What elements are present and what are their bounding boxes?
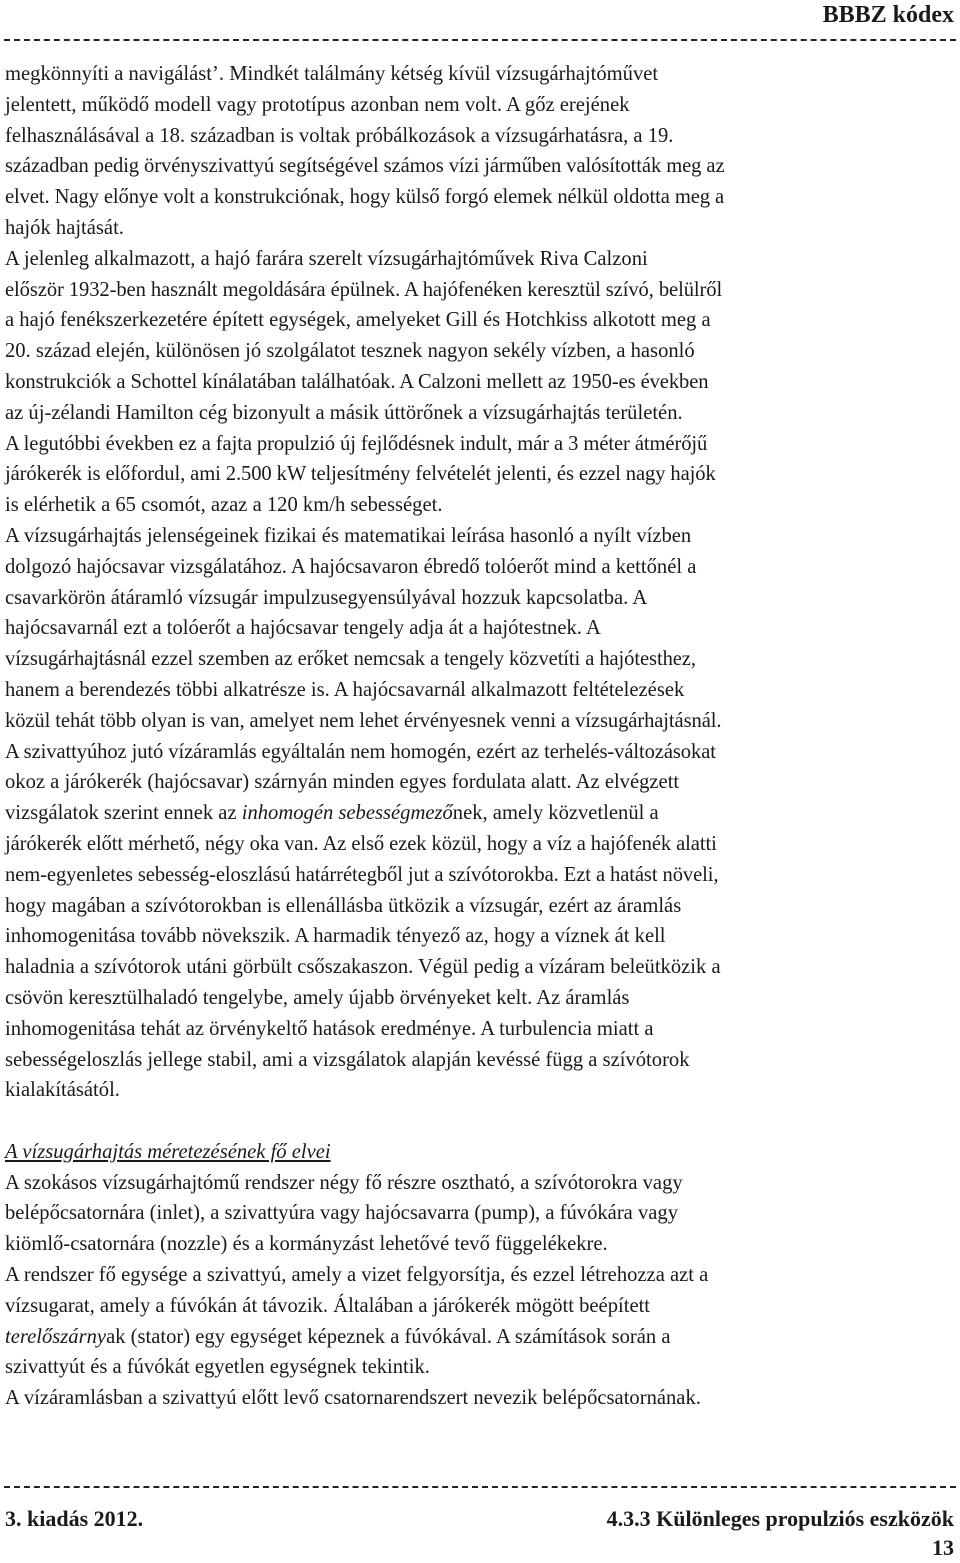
text-line: nem-egyenletes sebesség-eloszlású határrétegből jut a szívótorokba. Ezt a hatást növeli, (5, 863, 719, 886)
text-line: először 1932-ben használt megoldására épülnek. A hajófenéken keresztül szívó, belülről (5, 278, 723, 301)
text-line: haladnia a szívótorok utáni görbült csőszakaszon. Végül pedig a vízáram beleütközik a (5, 956, 721, 979)
text-line: is elérhetik a 65 csomót, azaz a 120 km/h sebességet. (5, 494, 443, 517)
text-line (5, 1322, 955, 1353)
text-line: kiömlő-csatornára (nozzle) és a kormányzást lehetővé tevő függelékekre. (5, 1233, 608, 1256)
text-line: hajócsavarnál ezt a tolóerőt a hajócsavar tengely adja át a hajótestnek. A (5, 617, 601, 640)
text-fragment: nek, amely közvetlenül a (452, 802, 659, 825)
text-line: közül tehát több olyan is van, amelyet nem lehet érvényesnek venni a vízsugárhajtásnál. (5, 709, 722, 732)
text-line: járókerék előtt mérhető, négy oka van. Az első ezek közül, hogy a víz a hajófenék alatti (5, 832, 717, 855)
text-line: A jelenleg alkalmazott, a hajó farára szerelt vízsugárhajtóművek Riva Calzoni (5, 247, 648, 270)
text-line: az új-zélandi Hamilton cég bizonyult a másik úttörőnek a vízsugárhajtás területén. (5, 401, 683, 424)
text-line: a hajó fenékszerkezetére épített egységek, amelyeket Gill és Hotchkiss alkotott meg a (5, 309, 711, 332)
text-line: csövön keresztülhaladó tengelybe, amely újabb örvényeket kelt. Az áramlás (5, 986, 630, 1009)
text-line: vízsugarat, amely a fúvókán át távozik. Általában a járókerék mögött beépített (5, 1294, 651, 1317)
page-number: 13 (932, 1535, 954, 1560)
text-line: A szivattyúhoz jutó vízáramlás egyáltalán nem homogén, ezért az terhelés-változásokat (5, 740, 716, 763)
text-line: járókerék is előfordul, ami 2.500 kW teljesítmény felvételét jelenti, és ezzel nagy hajók (5, 463, 716, 486)
text-line: A vízsugárhajtás jelenségeinek fizikai és matematikai leírása hasonló a nyílt vízben (5, 524, 692, 547)
footer-chapter: 4.3.3 Különleges propulziós eszközök (606, 1506, 954, 1531)
text-fragment: vizsgálatok szerint ennek az (5, 802, 242, 825)
footer-edition: 3. kiadás 2012. (5, 1506, 144, 1531)
text-line: A szokásos vízsugárhajtómű rendszer négy fő részre osztható, a szívótorokra vagy (5, 1171, 683, 1194)
text-line: jelentett, működő modell vagy prototípus azonban nem volt. A gőz erejének (5, 93, 630, 116)
header-title: BBBZ kódex (822, 2, 954, 28)
body-text (5, 59, 955, 1414)
text-line: században pedig örvényszivattyú segítségével számos vízi járműben valósították meg az (5, 155, 725, 178)
text-line: A legutóbbi években ez a fajta propulzió új fejlődésnek indult, már a 3 méter átmérőjű (5, 432, 708, 455)
text-line: hogy magában a szívótorokban is ellenállásba ütközik a vízsugár, ezért az áramlás (5, 894, 682, 917)
italic-term: terelőszárny (5, 1325, 107, 1348)
text-line: konstrukciók a Schottel kínálatában találhatóak. A Calzoni mellett az 1950-es években (5, 370, 709, 393)
text-line: hanem a berendezés többi alkatrésze is. A hajócsavarnál alkalmazott feltételezések (5, 678, 685, 701)
text-line: elvet. Nagy előnye volt a konstrukciónak, hogy külső forgó elemek nélkül oldotta meg a (5, 186, 725, 209)
text-line: sebességeloszlás jellege stabil, ami a vizsgálatok alapján kevéssé függ a szívótorok (5, 1048, 690, 1071)
italic-term: inhomogén sebességmező (241, 802, 453, 825)
text-line: inhomogenitása tovább növekszik. A harmadik tényező az, hogy a víznek át kell (5, 925, 666, 948)
text-line: okoz a járókerék (hajócsavar) szárnyán minden egyes fordulata alatt. Az elvégzett (5, 771, 680, 794)
text-line: hajók hajtását. (5, 216, 124, 239)
text-line: 20. század elején, különösen jó szolgálatot tesznek nagyon sekély vízben, a hasonló (5, 340, 695, 363)
text-line: csavarkörön átáramló vízsugár impulzusegyensúlyával hozzuk kapcsolatba. A (5, 586, 648, 609)
footer-divider (4, 1486, 956, 1488)
text-line: felhasználásával a 18. században is voltak próbálkozások a vízsugárhatásra, a 19. (5, 124, 674, 147)
text-line: A vízáramlásban a szivattyú előtt levő csatornarendszert nevezik belépőcsatornának. (5, 1387, 701, 1410)
text-line: dolgozó hajócsavar vizsgálatához. A hajócsavaron ébredő tolóerőt mind a kettőnél a (5, 555, 697, 578)
text-fragment: ak (stator) egy egységet képeznek a fúvókával. A számítások során a (106, 1325, 671, 1348)
text-line: vízsugárhajtásnál ezzel szemben az erőket nemcsak a tengely közvetíti a hajótesthez, (5, 648, 696, 671)
text-line (5, 798, 955, 829)
text-line: inhomogenitása tehát az örvénykeltő hatások eredménye. A turbulencia miatt a (5, 1017, 654, 1040)
text-line: kialakításától. (5, 1079, 120, 1102)
text-line: megkönnyíti a navigálást’. Mindkét találmány kétség kívül vízsugárhajtóművet (5, 63, 659, 85)
header-divider (4, 39, 956, 41)
section-title: A vízsugárhajtás méretezésének fő elvei (5, 1140, 331, 1163)
paragraph-gap (5, 1106, 955, 1137)
text-line: szivattyút és a fúvókát egyetlen egységnek tekintik. (5, 1356, 430, 1379)
text-line: belépőcsatornára (inlet), a szivattyúra vagy hajócsavarra (pump), a fúvókára vagy (5, 1202, 678, 1225)
text-line: A rendszer fő egysége a szivattyú, amely a vizet felgyorsítja, és ezzel létrehozza azt a (5, 1264, 709, 1287)
